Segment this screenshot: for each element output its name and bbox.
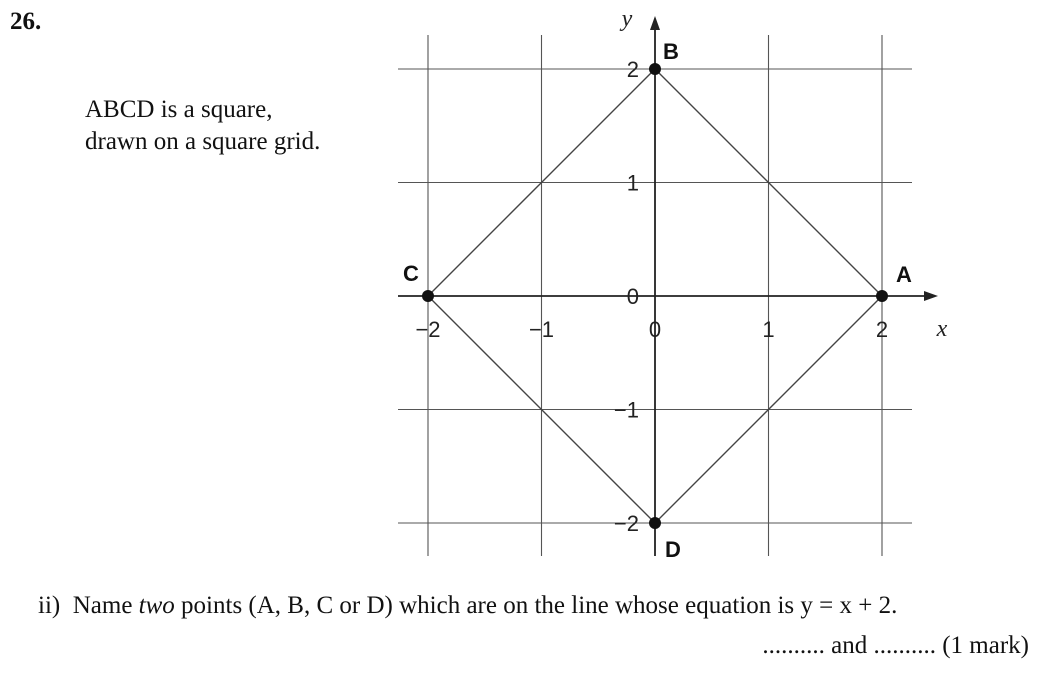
description-line-2: drawn on a square grid. [85,128,321,155]
question-text-start: Name [72,592,139,619]
vertex-a-dot [876,290,888,302]
x-axis-label: x [936,316,948,342]
vertex-b-label: B [663,39,679,64]
vertex-d-dot [649,517,661,529]
vertex-c-label: C [403,261,419,286]
x-tick-label: 0 [648,317,662,342]
description-line-1: ABCD is a square, [85,96,273,123]
x-tick-label: −2 [415,317,441,342]
question-number: 26. [10,8,42,35]
y-tick-label: −1 [613,397,639,423]
question-text-emphasis: two [138,592,175,619]
y-tick-label: 0 [626,284,639,309]
y-tick-label: 1 [626,170,639,196]
vertex-a-label: A [896,262,912,287]
vertex-points [403,39,912,562]
x-tick-label: 1 [762,317,775,342]
part-label: ii) [38,592,61,619]
vertex-d-label: D [665,537,681,562]
question-part-ii [38,592,897,620]
axes [398,16,938,556]
x-axis-arrow [924,291,938,301]
y-axis-label: y [621,6,633,32]
answer-line: .......... and .......... (1 mark) [762,632,1029,659]
question-text-end: points (A, B, C or D) which are on the line whose equation is y = x + 2. [174,592,898,619]
y-tick-label: 2 [626,57,639,82]
vertex-b-dot [649,63,661,75]
x-tick-label: 2 [875,317,889,342]
vertex-c-dot [422,290,434,302]
x-tick-label: −1 [528,317,555,342]
y-tick-label: −2 [613,511,639,536]
y-axis-arrow [650,16,660,30]
